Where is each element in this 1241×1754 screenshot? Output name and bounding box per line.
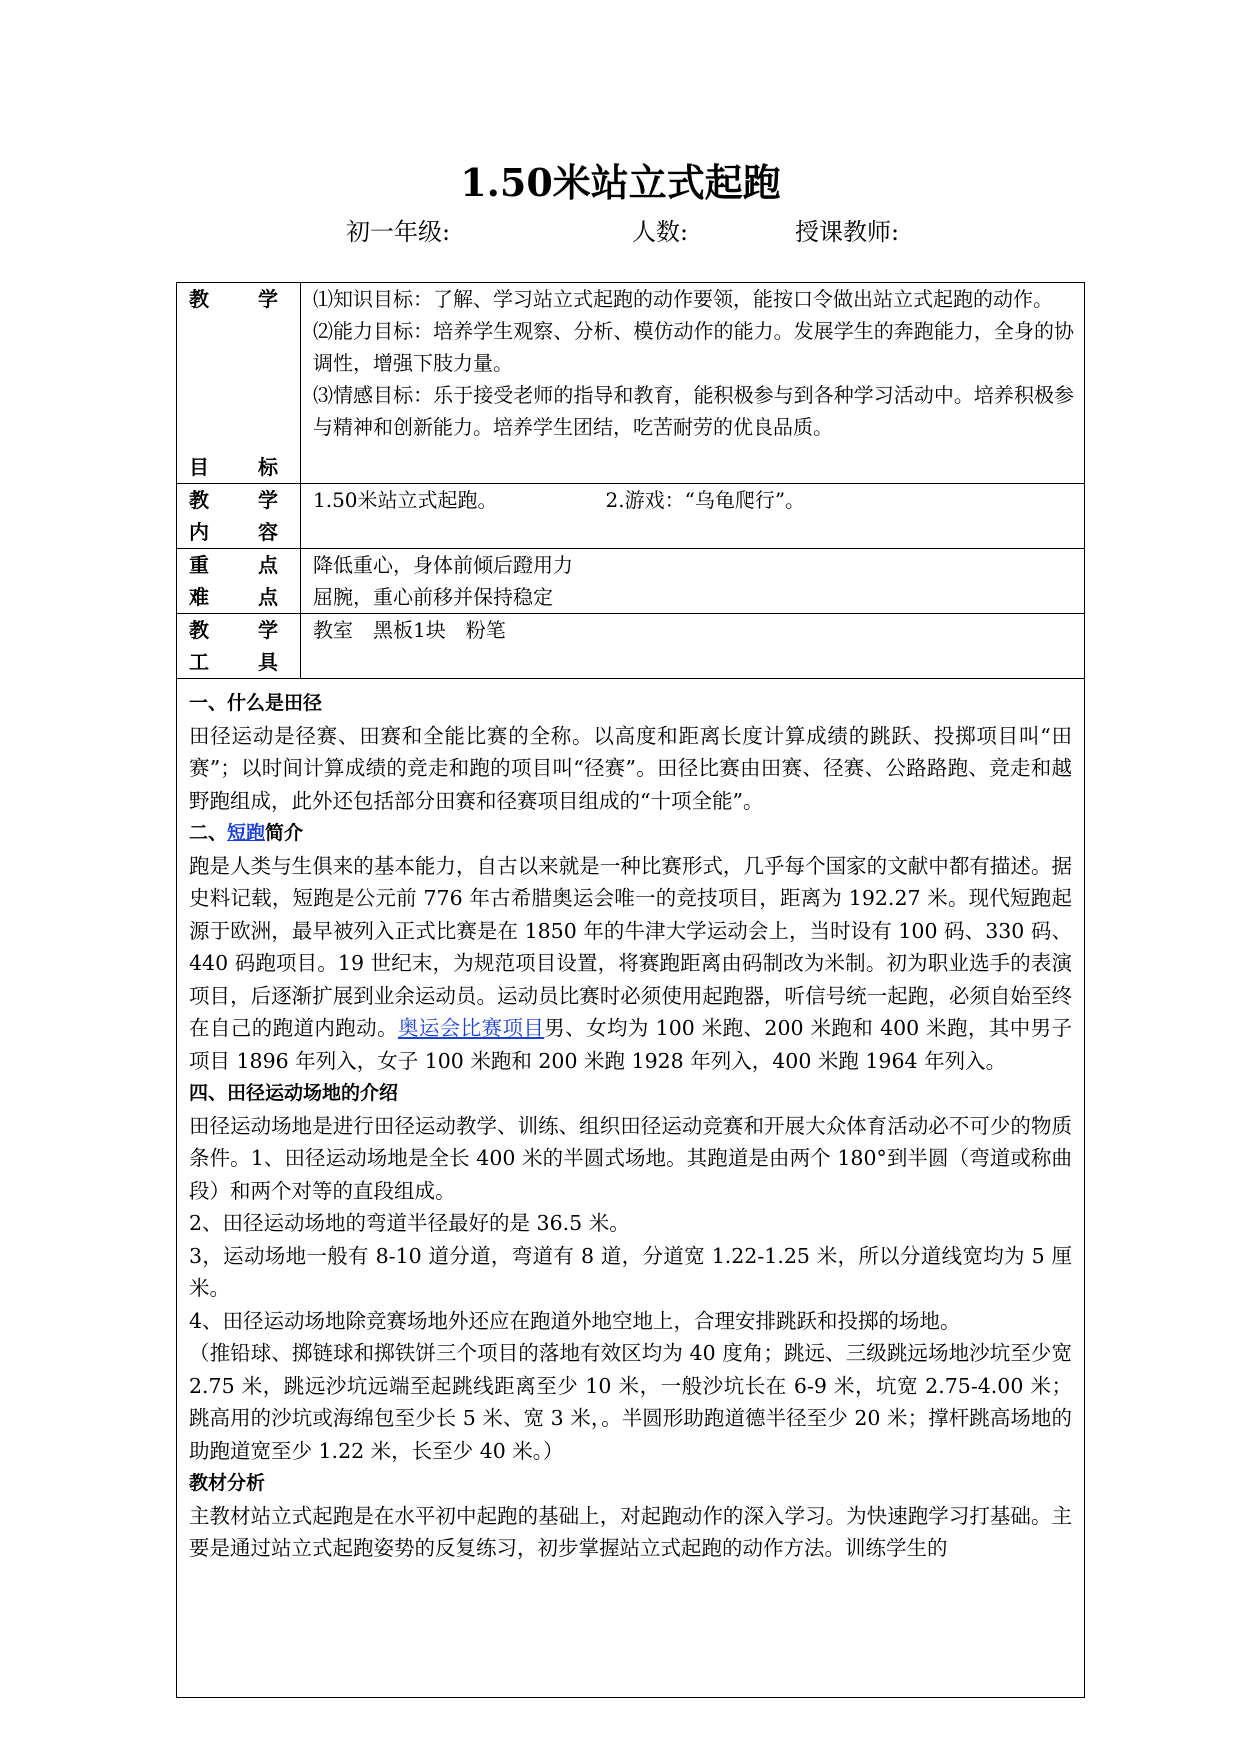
document-title: 1.50米站立式起跑	[460, 160, 781, 205]
ability-goal: ⑵能力目标：培养学生观察、分析、模仿动作的能力。发展学生的奔跑能力，全身的协调性，增强下肢力量。	[313, 319, 1074, 375]
section-heading: 教材分析	[189, 1472, 266, 1494]
content-label-char: 容	[258, 520, 278, 544]
paragraph: 主教材站立式起跑是在水平初中起跑的基础上，对起跑动作的深入学习。为快速跑学习打基础。主要是通过站立式起跑姿势的反复练习，初步掌握站立式起跑的动作方法。训练学生的	[189, 1503, 1072, 1560]
content-label-char: 学	[258, 488, 278, 512]
focus-label-char: 重	[189, 553, 209, 577]
emotion-goal: ⑶情感目标：乐于接受老师的指导和教育，能积极参与到各种学习活动中。培养积极参与精神和创新能力。培养学生团结，吃苦耐劳的优良品质。	[313, 383, 1074, 439]
goals-label-cell	[177, 283, 301, 484]
section-heading: 二、短跑简介	[189, 822, 304, 844]
paragraph: 田径运动是径赛、田赛和全能比赛的全称。以高度和距离长度计算成绩的跳跃、投掷项目叫“田赛”；以时间计算成绩的竞走和跑的项目叫“径赛”。田径比赛由田赛、径赛、公路路跑、竞走和越野跑组成，此外还包括部分田赛和径赛项目组成的“十项全能”。	[189, 723, 1072, 813]
focus-label-char: 难	[189, 585, 209, 609]
content-item-2: 2.游戏：“乌龟爬行”。	[605, 488, 806, 512]
difficulty-point: 屈腕，重心前移并保持稳定	[313, 585, 553, 609]
goals-content-cell	[301, 283, 1085, 484]
tools-label-char: 工	[189, 650, 209, 674]
body-row	[177, 679, 1085, 1698]
lesson-plan-table	[176, 282, 1085, 1698]
content-label-char: 内	[189, 520, 209, 544]
focus-label-cell	[177, 549, 301, 614]
goals-row	[177, 283, 1085, 484]
tools-label-char: 教	[189, 618, 209, 642]
tools-label-char: 学	[258, 618, 278, 642]
teacher-label: 授课教师:	[795, 218, 900, 246]
key-point: 降低重心，身体前倾后蹬用力	[313, 553, 573, 577]
grade-label: 初一年级:	[346, 218, 451, 246]
tools-row	[177, 614, 1085, 679]
goals-label-char: 目	[189, 455, 209, 479]
goals-label-char: 学	[258, 287, 278, 311]
tools-label-char: 具	[258, 650, 278, 674]
focus-content-cell	[301, 549, 1085, 614]
paragraph: 田径运动场地是进行田径运动教学、训练、组织田径运动竞赛和开展大众体育活动必不可少的物质条件。1、田径运动场地是全长 400 米的半圆式场地。其跑道是由两个 180°到半圆（弯道或称曲段）和两个对等的直段组成。	[189, 1113, 1072, 1203]
goals-label-char: 标	[258, 455, 278, 479]
content-content-cell	[301, 484, 1085, 549]
paragraph: 3，运动场地一般有 8-10 道分道，弯道有 8 道，分道宽 1.22-1.25 米，所以分道线宽均为 5 厘米。	[189, 1243, 1072, 1300]
student-count-label: 人数:	[632, 218, 689, 246]
content-item-1: 1.50米站立式起跑。	[313, 488, 498, 512]
paragraph: （推铅球、掷链球和掷铁饼三个项目的落地有效区均为 40 度角；跳远、三级跳远场地沙坑至少宽 2.75 米，跳远沙坑远端至起跳线距离至少 10 米，一般沙坑长在 6-9 米，坑宽 2.75-4.00 米；跳高用的沙坑或海绵包至少长 5 米、宽 3 米，。半圆形助跑道德半径至少 20 米；撑杆跳高场地的助跑道宽至少 1.22 米，长至少 40 米。）	[189, 1341, 1072, 1463]
section-heading: 一、什么是田径	[189, 692, 323, 714]
olympic-events-link[interactable]: 奥运会比赛项目	[397, 1016, 545, 1040]
body-cell	[177, 679, 1085, 1698]
content-label-char: 教	[189, 488, 209, 512]
focus-label-char: 点	[258, 553, 278, 577]
knowledge-goal: ⑴知识目标：了解、学习站立式起跑的动作要领，能按口令做出站立式起跑的动作。	[313, 287, 1053, 311]
focus-row	[177, 549, 1085, 614]
sprint-link[interactable]: 短跑	[227, 822, 266, 844]
content-row	[177, 484, 1085, 549]
section-heading: 四、田径运动场地的介绍	[189, 1082, 399, 1104]
goals-label-char: 教	[189, 287, 209, 311]
tools-list: 教室 黑板1块 粉笔	[313, 618, 506, 642]
paragraph: 2、田径运动场地的弯道半径最好的是 36.5 米。	[189, 1211, 630, 1235]
focus-label-char: 点	[258, 585, 278, 609]
paragraph: 跑是人类与生俱来的基本能力，自古以来就是一种比赛形式，几乎每个国家的文献中都有描述。据史料记载，短跑是公元前 776 年古希腊奥运会唯一的竞技项目，距离为 192.27 米。现代短跑起源于欧洲，最早被列入正式比赛是在 1850 年的牛津大学运动会上，当时设有 100 码、330 码、440 码跑项目。19 世纪末，为规范项目设置，将赛跑距离由码制改为米制。初为职业选手的表演项目，后逐渐扩展到业余运动员。运动员比赛时必须使用起跑器，听信号统一起跑，必须自始至终在自己的跑道内跑动。奥运会比赛项目男、女均为 100 米跑、200 米跑和 400 米跑，其中男子项目 1896 年列入，女子 100 米跑和 200 米跑 1928 年列入，400 米跑 1964 年列入。	[189, 853, 1073, 1073]
tools-content-cell	[301, 614, 1085, 679]
tools-label-cell	[177, 614, 301, 679]
content-label-cell	[177, 484, 301, 549]
paragraph: 4、田径运动场地除竞赛场地外还应在跑道外地空地上，合理安排跳跃和投掷的场地。	[189, 1308, 961, 1333]
